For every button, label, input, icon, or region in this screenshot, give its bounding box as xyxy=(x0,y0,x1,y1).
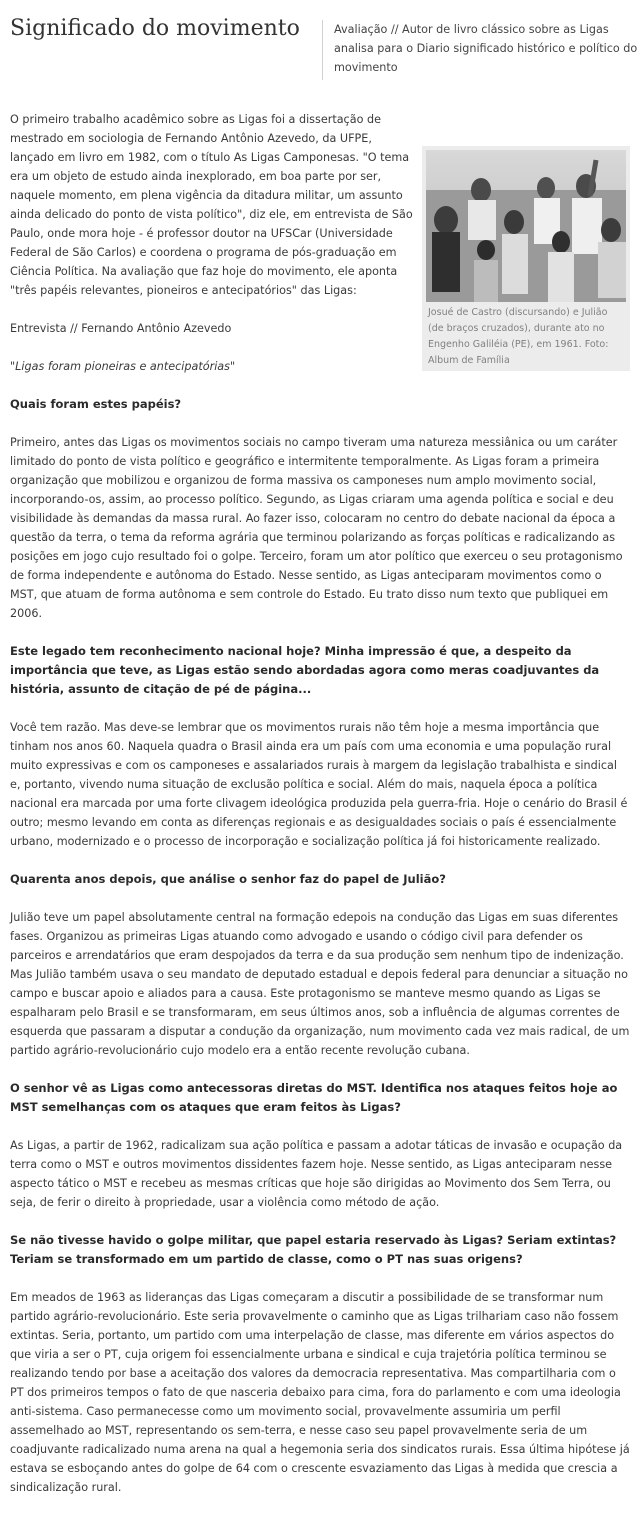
photo-caption: Josué de Castro (discursando) e Julião (de braços cruzados), durante ato no Engenho Galiléia (PE), em 1961. Foto: Album de Família xyxy=(428,307,609,366)
question-3: Quarenta anos depois, que análise o senhor faz do papel de Julião? xyxy=(10,872,446,886)
question-1: Quais foram estes papéis? xyxy=(10,397,182,411)
answer-3: Julião teve um papel absolutamente central na formação edepois na condução das Ligas em suas diferentes fases. Organizou as primeiras Ligas atuando como advogado e usando o código civil para defender os parceiros e arrendatários que eram despojados da terra e da sua produção sem nenhum tipo de indenização. Mas Julião também usava o seu mandato de deputado estadual e depois federal para denunciar a situação no campo e buscar apoio e aliados para a causa. Este protagonismo se manteve mesmo quando as Ligas se espalharam pelo Brasil e se transformaram, em seus últimos anos, sob a influência de algumas correntes de esquerda que passaram a disputar a condução da organização, num movimento cada vez mais radical, de um partido agrário-revolucionário cujo modelo era a então recente revolução cubana. xyxy=(10,911,630,1057)
question-2: Este legado tem reconhecimento nacional hoje? Minha impressão é que, a despeito da importância que teve, as Ligas estão sendo abordadas agora como meras coadjuvantes da história, assunto de citação de pé de página... xyxy=(10,644,600,696)
interview-quote: "Ligas foram pioneiras e antecipatórias" xyxy=(10,360,236,373)
answer-4: As Ligas, a partir de 1962, radicalizam sua ação política e passam a adotar táticas de invasão e ocupação da terra como o MST e outros movimentos dissidentes fazem hoje. Nesse sentido, as Ligas anteciparam nesse aspecto tático o MST e recebeu as mesmas críticas que hoje são dirigidas ao Movimento dos Sem Terra, ou seja, de ferir o direito à propriedade, usar a violência como método de ação. xyxy=(10,1139,623,1209)
interview-label: Entrevista // Fernando Antônio Azevedo xyxy=(10,322,232,335)
intro-paragraph: O primeiro trabalho acadêmico sobre as Ligas foi a dissertação de mestrado em sociologia de Fernando Antônio Azevedo, da UFPE, lançado em livro em 1982, com o título As Ligas Camponesas. "O tema era um objeto de estudo ainda inexplorado, em boa parte por ser, naquele momento, em plena vigência da ditadura militar, um assunto ainda delicado do ponto de vista político", diz ele, em entrevista de São Paulo, onde mora hoje - é professor doutor na UFSCar (Universidade Federal de São Carlos) e coordena o programa de pós-graduação em Ciência Política. Na avaliação que faz hoje do movimento, ele aponta "três papéis relevantes, pioneiros e antecipatórios" das Ligas: xyxy=(10,113,413,297)
question-5: Se não tivesse havido o golpe militar, que papel estaria reservado às Ligas? Seriam extintas? Teriam se transformado em um partido de classe, como o PT nas suas origens? xyxy=(10,1233,617,1266)
rally-photo xyxy=(426,150,626,302)
question-4: O senhor vê as Ligas como antecessoras diretas do MST. Identifica nos ataques feitos hoje ao MST semelhanças com os ataques que eram feitos às Ligas? xyxy=(10,1081,618,1114)
article-title: Significado do movimento xyxy=(10,16,300,41)
article-lead: Avaliação // Autor de livro clássico sobre as Ligas analisa para o Diario significado histórico e político do movimento xyxy=(322,20,640,80)
answer-5: Em meados de 1963 as lideranças das Ligas começaram a discutir a possibilidade de se transformar num partido agrário-revolucionário. Este seria provavelmente o caminho que as Ligas trilhariam caso não fossem extintas. Seria, portanto, um partido com uma interpelação de classe, mas diferente em vários aspectos do que viria a ser o PT, cuja origem foi essencialmente urbana e sindical e cuja trajetória política terminou se realizando tendo por base a aceitação dos valores da democracia representativa. Mas compartilharia com o PT dos primeiros tempos o fato de que nasceria debaixo para cima, fora do parlamento e com uma ideologia anti-sistema. Caso permanecesse como um movimento social, provavelmente assumiria um perfil assemelhado ao MST, representando os sem-terra, e nesse caso seu papel provavelmente seria de um coadjuvante radicalizado numa arena na qual a hegemonia seria dos sindicatos rurais. Essa última hipótese já estava se esboçando antes do golpe de 64 com o crescente esvaziamento das Ligas à medida que crescia a sindicalização rural. xyxy=(10,1291,630,1494)
article-body xyxy=(10,110,630,1516)
answer-1: Primeiro, antes das Ligas os movimentos sociais no campo tiveram uma natureza messiânica ou um caráter limitado do ponto de vista político e geográfico e intermitente temporalmente. As Ligas foram a primeira organização que mobilizou e organizou de forma massiva os camponeses num amplo movimento social, incorporando-os, assim, ao processo político. Segundo, as Ligas criaram uma agenda política e social e deu visibilidade às demandas da massa rural. Ao fazer isso, colocaram no centro do debate nacional da época a questão da terra, o tema da reforma agrária que terminou polarizando as forças políticas e radicalizando as posições em jogo cujo resultado foi o golpe. Terceiro, foram um ator político que exerceu o seu protagonismo de forma independente e autônoma do Estado. Nesse sentido, as Ligas anteciparam movimentos como o MST, que atuam de forma autônoma e sem controle do Estado. Eu trato disso num texto que publiquei em 2006. xyxy=(10,436,623,620)
answer-2: Você tem razão. Mas deve-se lembrar que os movimentos rurais não têm hoje a mesma importância que tinham nos anos 60. Naquela quadra o Brasil ainda era um país com uma economia e uma população rural muito expressivas e com os camponeses e assalariados rurais à margem da legislação trabalhista e sindical e, portanto, vivendo numa situação de exclusão política e social. Além do mais, naquela época a política nacional era marcada por uma forte clivagem ideológica produzida pela guerra-fria. Hoje o cenário do Brasil é outro; mesmo levando em conta as diferenças regionais e as desigualdades sociais o país é essencialmente urbano, modernizado e o processo de incorporação e socialização política já foi historicamente realizado. xyxy=(10,721,628,848)
photo-figure xyxy=(422,146,630,371)
